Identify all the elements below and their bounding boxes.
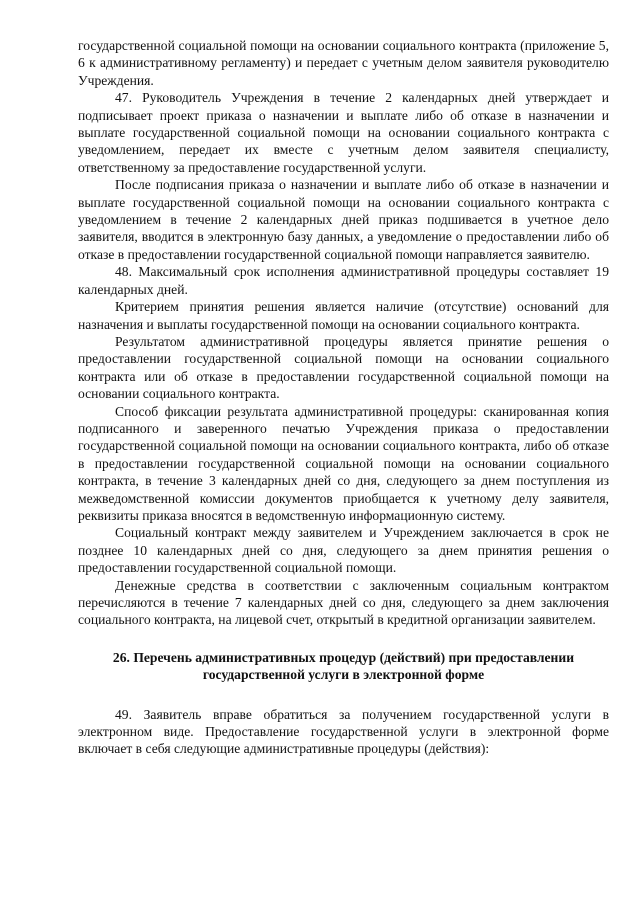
paragraph-funds-transfer: Денежные средства в соответствии с заключенным социальным контрактом перечисляются в течение 7 календарных дней со дня, следующего за днем заключения социального контракта, на лицевой счет, открытый в кредитной организации заявителем.: [78, 577, 609, 628]
paragraph-fixation-method: Способ фиксации результата административной процедуры: сканированная копия подписанного и заверенного печатью Учреждения приказа о предоставлении государственной социальной помощи на основании социального контракта, либо об отказе в предоставлении государственной социальной помощи на основании социального контракта, в течение 3 календарных дней со дня, следующего за днем поступления из межведомственной комиссии документов приобщается к учетному делу заявителя, реквизиты приказа вносятся в ведомственную информационную систему.: [78, 403, 609, 523]
paragraph-social-contract: Социальный контракт между заявителем и Учреждением заключается в срок не позднее 10 календарных дней со дня, следующего за днем принятия решения о предоставлении государственной социальной помощи.: [78, 525, 609, 576]
paragraph-criterion: Критерием принятия решения является наличие (отсутствие) оснований для назначения и выплаты государственной помощи на основании социального контракта.: [78, 299, 609, 332]
paragraph-continuation: государственной социальной помощи на основании социального контракта (приложение 5, 6 к административному регламенту) и передает с учетным делом заявителя руководителю Учреждения.: [78, 38, 609, 88]
paragraph-47: 47. Руководитель Учреждения в течение 2 календарных дней утверждает и подписывает проект приказа о назначении и выплате либо об отказе в назначении и выплате государственной социальной помощи на основании социального контракта с уведомлением, передает их вместе с учетным делом заявителя специалисту, ответственному за предоставление государственной услуги.: [78, 90, 609, 175]
paragraph-result: Результатом административной процедуры является принятие решения о предоставлении государственной социальной помощи на основании социального контракта или об отказе в предоставлении государственной социальной помощи на основании социального контракта.: [78, 333, 609, 402]
paragraph-49: 49. Заявитель вправе обратиться за получением государственной услуги в электронном виде. Предоставление государственной услуги в электронной форме включает в себя следующие административные процедуры (действия):: [78, 706, 609, 757]
section-heading: 26. Перечень административных процедур (действий) при предоставлении государственной услуги в электронной форме: [112, 649, 575, 683]
document-page: [78, 37, 609, 758]
paragraph-after-signing: После подписания приказа о назначении и выплате либо об отказе в назначении и выплате государственной социальной помощи на основании социального контракта с уведомлением в течение 2 календарных дней приказ подшивается в учетное дело заявителя, вводится в электронную базу данных, а уведомление о предоставлении либо об отказе в предоставлении государственной социальной помощи направляется заявителю.: [78, 177, 609, 262]
paragraph-48: 48. Максимальный срок исполнения административной процедуры составляет 19 календарных дней.: [78, 264, 609, 297]
